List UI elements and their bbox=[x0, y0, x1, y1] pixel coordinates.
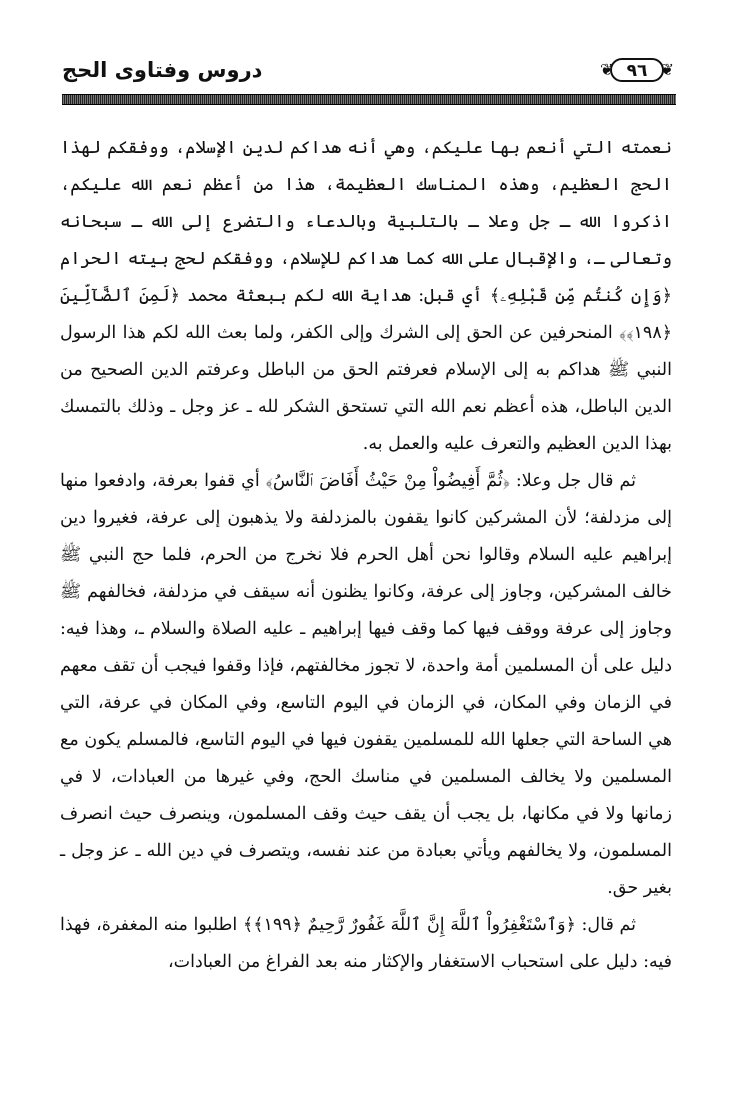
body-text bbox=[60, 130, 672, 981]
ornament-left-icon: ❦ bbox=[600, 60, 614, 79]
page-number: ٩٦ bbox=[626, 61, 648, 81]
page-header bbox=[62, 56, 672, 96]
paragraph: ثم قال: ﴿وَٱسْتَغْفِرُواْ ٱللَّهَ إِنَّ ٱللَّهَ غَفُورٌ رَّحِيمٌ ﴿١٩٩﴾﴾ اطلبوا منه المغفرة، فهذا فيه: دليل على استحباب الاستغفار والإكثار منه بعد الفراغ من العبادات، bbox=[60, 915, 672, 972]
header-rule bbox=[62, 94, 676, 105]
ornament-right-icon: ❦ bbox=[660, 60, 674, 79]
running-title: دروس وفتاوى الحج bbox=[62, 58, 263, 82]
paragraph: ثم قال جل وعلا: ﴿ثُمَّ أَفِيضُواْ مِنْ حَيْثُ أَفَاضَ ٱلنَّاسُ﴾ أي قفوا بعرفة، وادفعوا منها إلى مزدلفة؛ لأن المشركين كانوا يقفون بالمزدلفة ولا يذهبون إلى عرفة، فغيروا دين إبراهيم عليه السلام وقالوا نحن أهل الحرم فلا نخرج من الحرم، فلما حج النبي ﷺ خالف المشركين، وجاوز إلى عرفة، وكانوا يظنون أنه سيقف في مزدلفة، فخالفهم ﷺ وجاوز إلى عرفة ووقف فيها كما وقف فيها إبراهيم ـ عليه الصلاة والسلام ـ، وهذا فيه: دليل على أن المسلمين أمة واحدة، لا تجوز مخالفتهم، فإذا وقفوا فيجب أن تقف معهم في الزمان وفي المكان، في الزمان في اليوم التاسع، وفي المكان في عرفة، التي هي الساحة التي جعلها الله للمسلمين يقفون فيها في اليوم التاسع، فالمسلم يكون مع المسلمين ولا يخالف المسلمين في مناسك الحج، وفي غيرها من العبادات، لا في زمانها ولا في مكانها، بل يجب أن يقف حيث وقف المسلمون، وينصرف حيث انصرف المسلمون، ولا يخالفهم ويأتي بعبادة من عند نفسه، ويتصرف في دين الله ـ عز وجل ـ بغير حق. bbox=[60, 471, 672, 898]
page-number-badge bbox=[602, 56, 672, 86]
paragraph: نعمته التي أنعم بها عليكم، وهي أنه هداكم لدين الإسلام، ووفقكم لهذا الحج العظيم، وهذه المناسك العظيمة، هذا من أعظم نعم الله عليكم، اذكروا الله ـ جل وعلا ـ بالتلبية وبالدعاء والتضرع إلى الله ـ سبحانه وتعالى ـ، والإقبال على الله كما هداكم للإسلام، ووفقكم لحج بيته الحرام ﴿وَإِن كُنتُم مِّن قَبْلِهِۦ﴾ أي قبل: هداية الله لكم ببعثة محمد ﴿لَمِنَ ٱلضَّآلِّينَ ﴿١٩٨﴾﴾ المنحرفين عن الحق إلى الشرك وإلى الكفر، ولما بعث الله لكم هذا الرسول النبي ﷺ هداكم به إلى الإسلام فعرفتم الحق من الباطل وعرفتم الدين الصحيح من الدين الباطل، هذه أعظم نعم الله التي تستحق الشكر لله ـ عز وجل ـ وذلك بالتمسك بهذا الدين العظيم والتعرف عليه والعمل به. bbox=[60, 138, 672, 454]
